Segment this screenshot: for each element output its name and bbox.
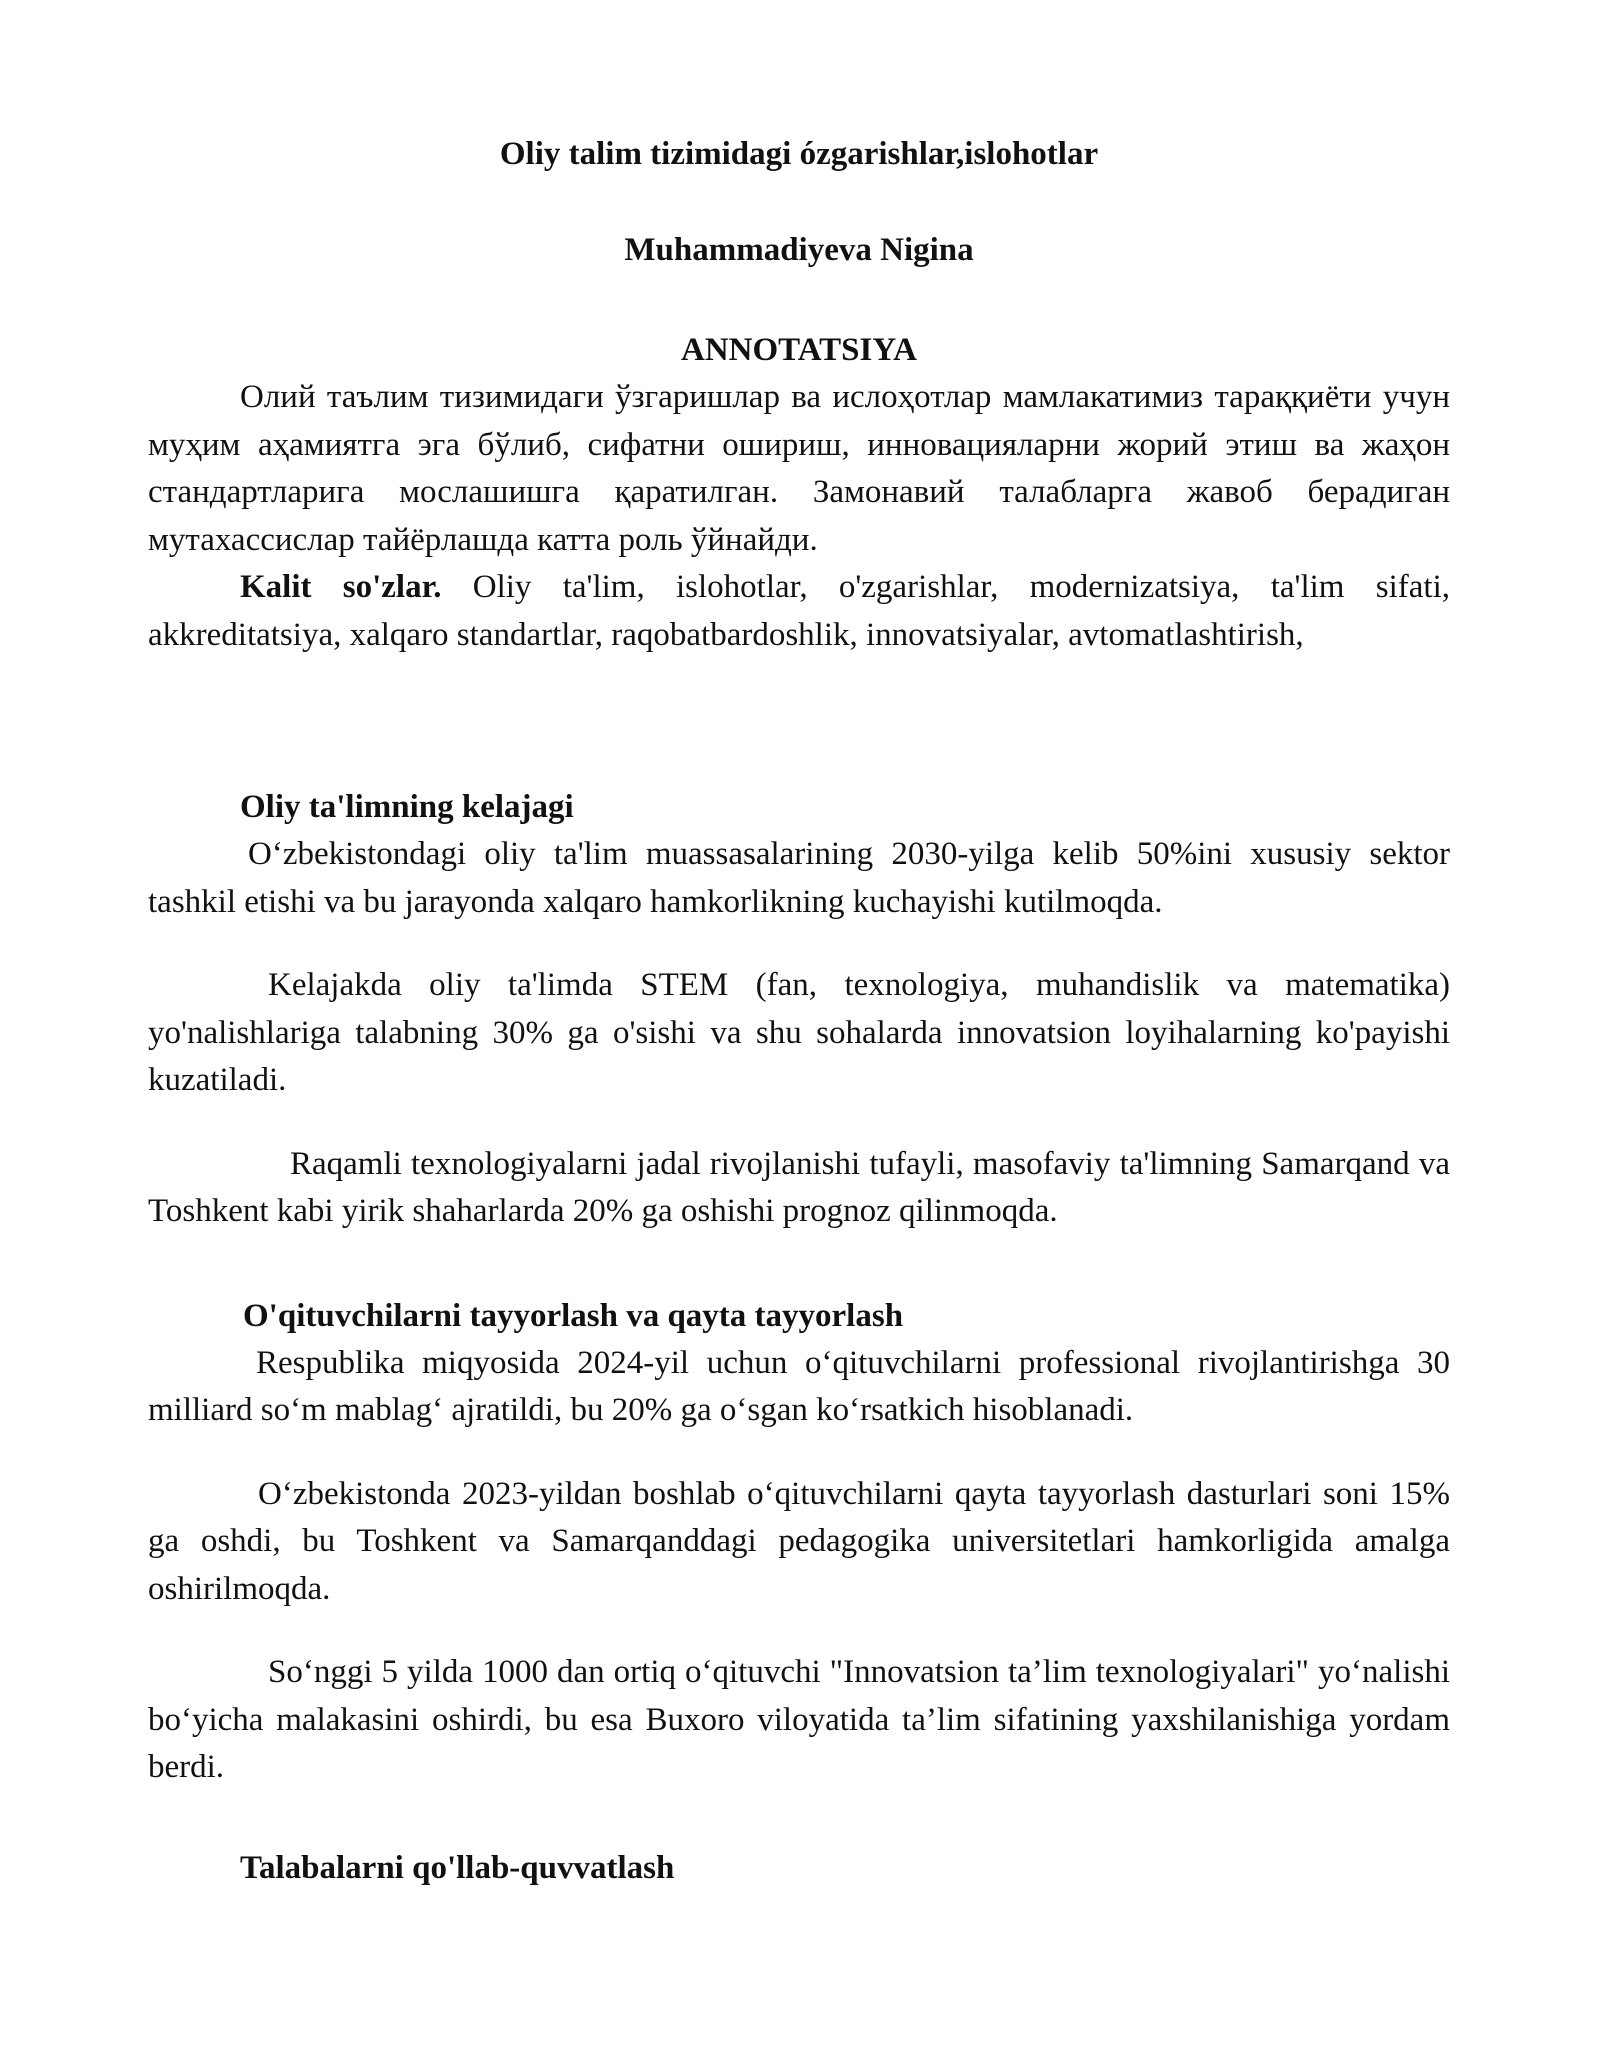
keywords-label: Kalit so'zlar. [240, 569, 442, 605]
annotation-heading: ANNOTATSIYA [681, 332, 917, 368]
section-paragraph: Raqamli texnologiyalarni jadal rivojlanishi tufayli, masofaviy ta'limning Samarqand va Toshkent kabi yirik shaharlarda 20% ga oshishi prognoz qilinmoqda. [148, 1145, 1450, 1229]
document-title: Oliy talim tizimidagi ózgarishlar,islohotlar [499, 136, 1099, 172]
section-paragraph: Soʻnggi 5 yilda 1000 dan ortiq oʻqituvchi "Innovatsion ta’lim texnologiyalari" yoʻnalishi boʻyicha malakasini oshirdi, bu esa Buxoro viloyatida ta’lim sifatining yaxshilanishiga yordam berdi. [148, 1654, 1450, 1785]
section-paragraph: Kelajakda oliy ta'limda STEM (fan, texnologiya, muhandislik va matematika) yo'nalishlariga talabning 30% ga o'sishi va shu sohalarda innovatsion loyihalarning ko'payishi kuzatiladi. [148, 967, 1450, 1098]
keywords-text: Oliy ta'lim, islohotlar, o'zgarishlar, modernizatsiya, ta'lim sifati, akkreditatsiya, xalqaro standartlar, raqobatbardoshlik, innovatsiyalar, avtomatlashtirish, [148, 569, 1450, 653]
section-paragraph: Oʻzbekistondagi oliy ta'lim muassasalarining 2030-yilga kelib 50%ini xususiy sektor tashkil etishi va bu jarayonda xalqaro hamkorlikning kuchayishi kutilmoqda. [148, 836, 1450, 920]
keywords-paragraph [148, 564, 1450, 659]
section-heading-teachers: O'qituvchilarni tayyorlash va qayta tayyorlash [243, 1297, 904, 1334]
section-paragraph: Respublika miqyosida 2024-yil uchun oʻqituvchilarni professional rivojlantirishga 30 milliard soʻm mablagʻ ajratildi, bu 20% ga oʻsgan koʻrsatkich hisoblanadi. [148, 1344, 1450, 1428]
section-paragraph: Oʻzbekistonda 2023-yildan boshlab oʻqituvchilarni qayta tayyorlash dasturlari soni 15% ga oshdi, bu Toshkent va Samarqanddagi pedagogika universitetlari hamkorligida amalga oshirilmoqda. [148, 1475, 1450, 1607]
annotation-text: Олий таълим тизимидаги ўзгаришлар ва ислоҳотлар мамлакатимиз тараққиёти учун муҳим аҳамиятга эга бўлиб, сифатни ошириш, инновацияларни жорий этиш ва жаҳон стандартларига мослашишга қаратилган. Замонавий талабларга жавоб берадиган мутахассислар тайёрлашда катта роль ўйнайди. [148, 379, 1450, 558]
section-heading-future: Oliy ta'limning kelajagi [240, 789, 574, 825]
section-heading-students: Talabalarni qo'llab-quvvatlash [240, 1849, 675, 1886]
author-name: Muhammadiyeva Nigina [624, 232, 974, 268]
